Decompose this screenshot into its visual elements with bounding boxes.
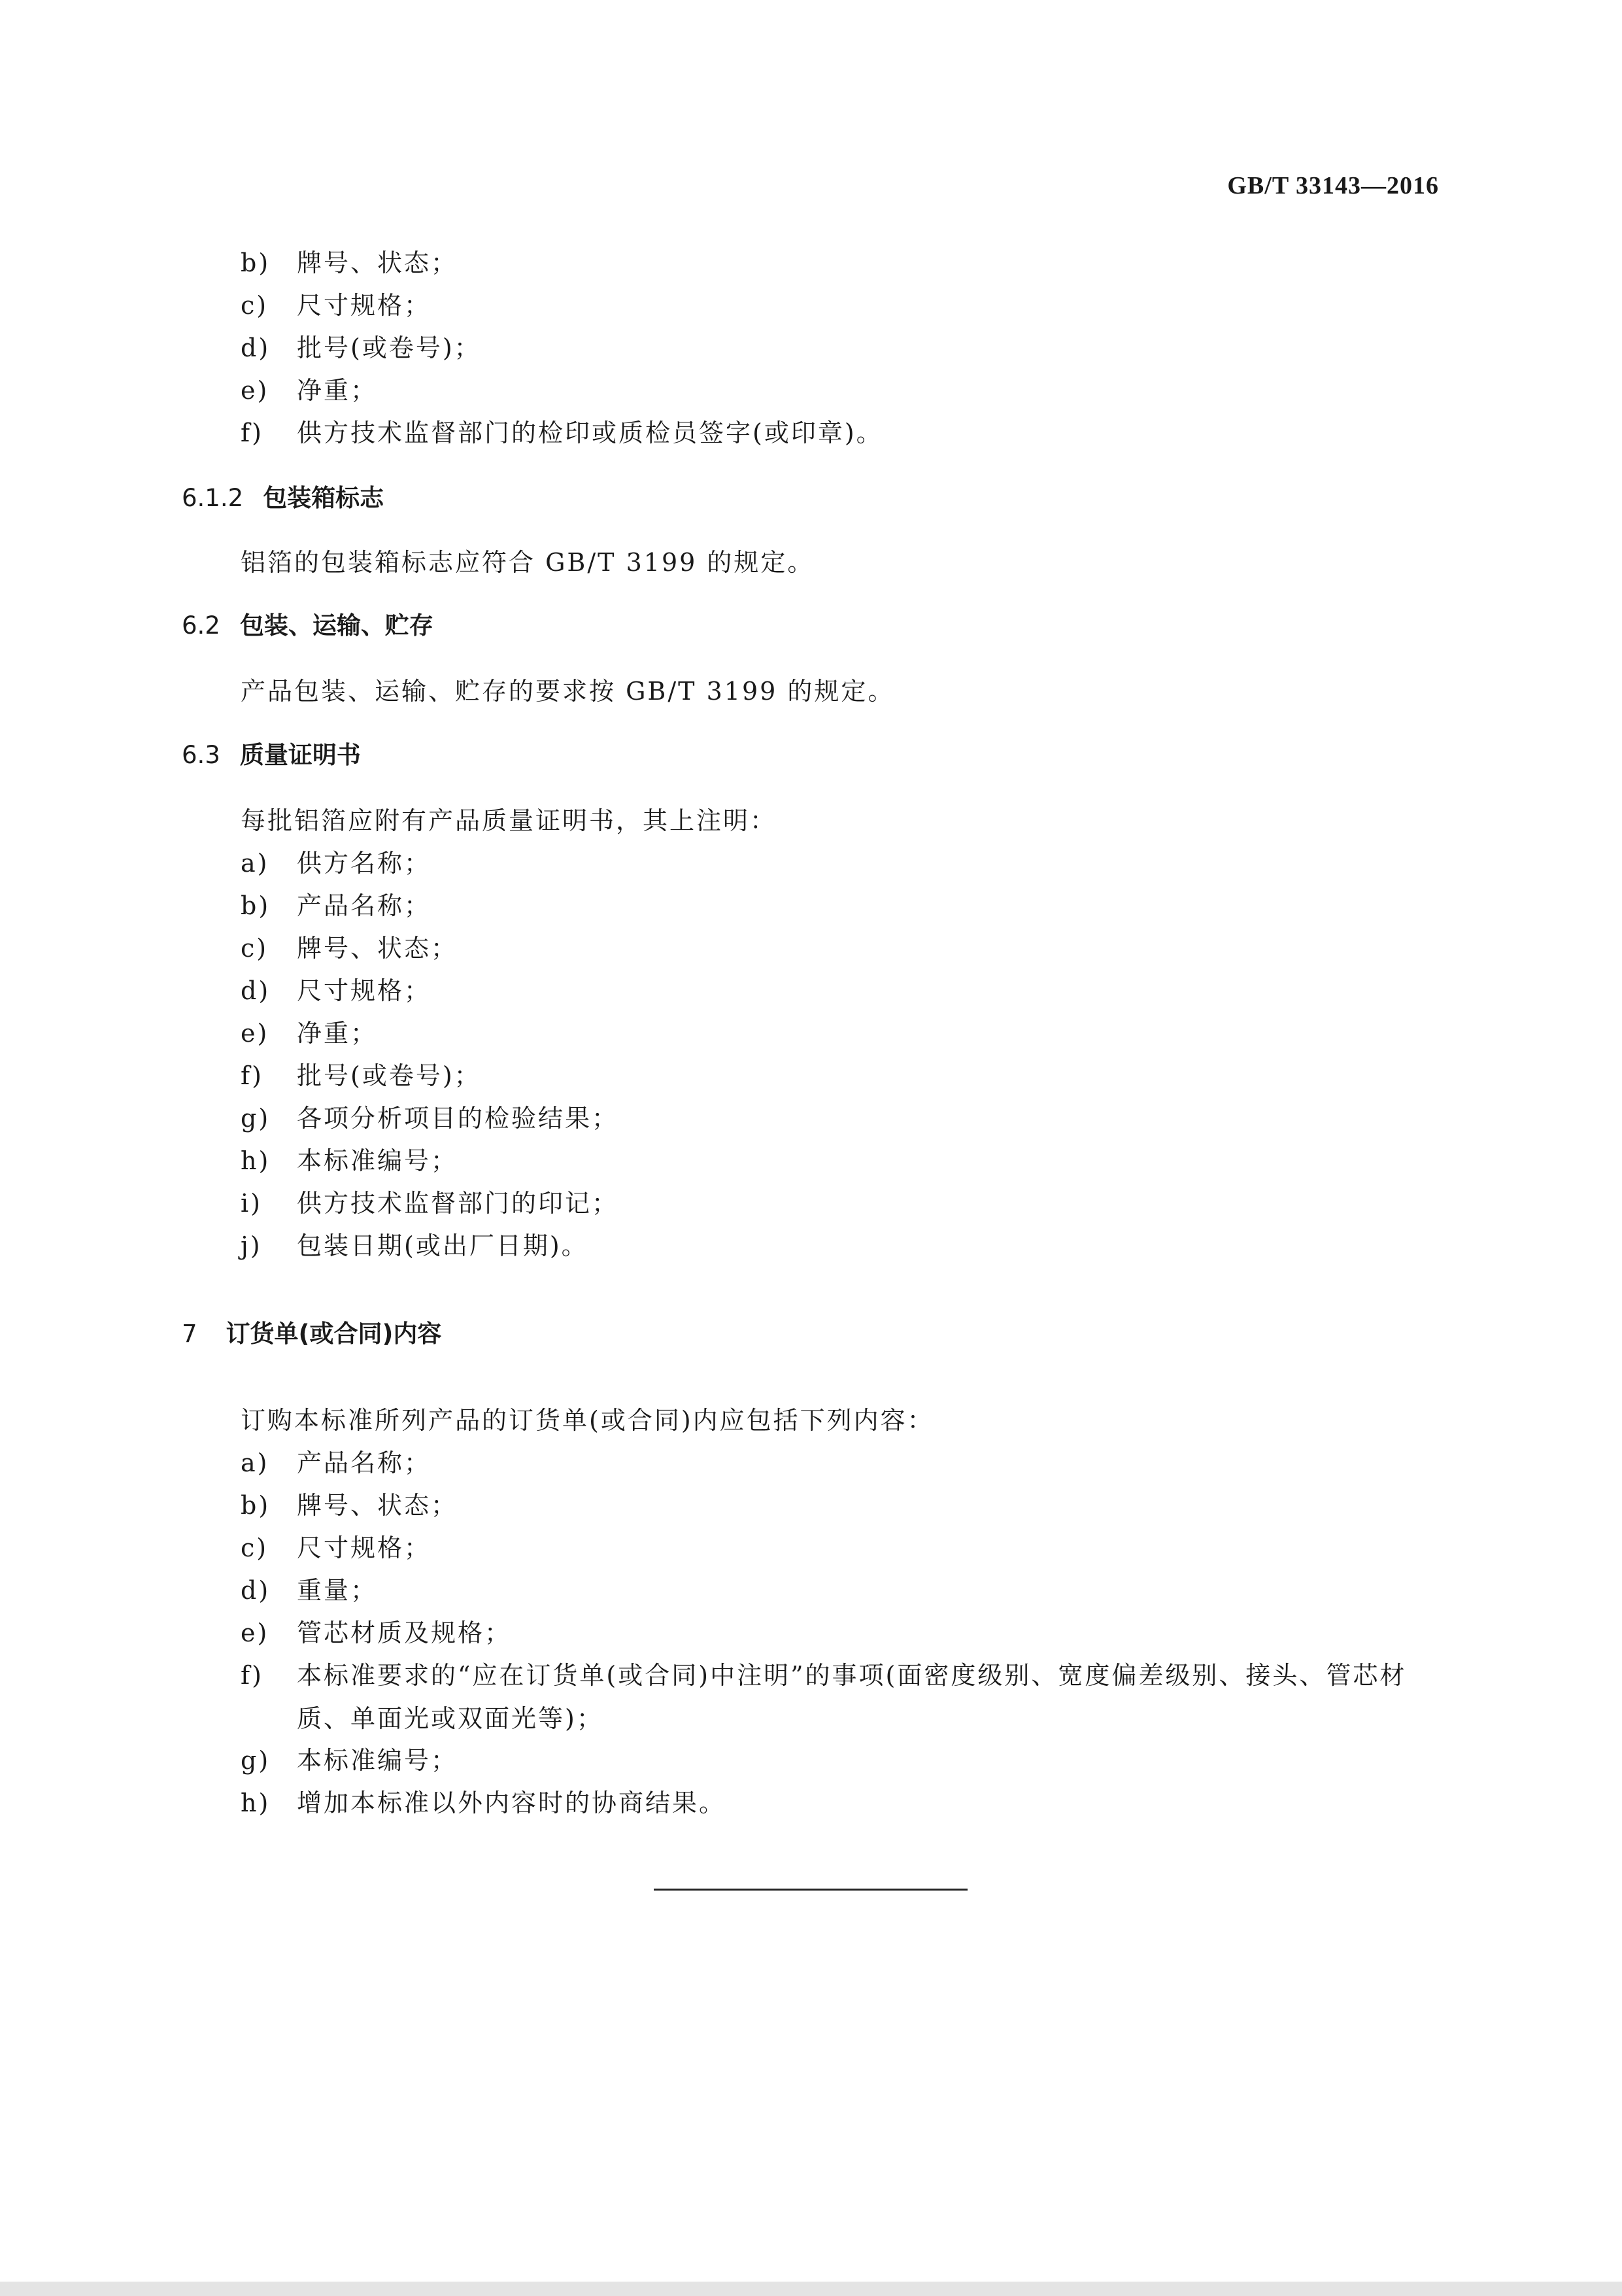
list-item xyxy=(241,419,883,447)
list-text: 供方名称； xyxy=(297,849,431,878)
list-text: 各项分析项目的检验结果； xyxy=(297,1104,619,1133)
list-text: 牌号、状态； xyxy=(297,934,458,963)
list-text: 批号(或卷号)； xyxy=(297,334,481,362)
section-number: 7 xyxy=(182,1320,197,1348)
page-bottom-strip xyxy=(0,2282,1622,2296)
list-label: f) xyxy=(241,419,263,447)
section-title: 质量证明书 xyxy=(239,741,361,769)
list-label: g) xyxy=(241,1746,271,1775)
list-text: 供方技术监督部门的印记； xyxy=(297,1189,619,1218)
section-title: 包装箱标志 xyxy=(263,484,384,512)
list-text: 尺寸规格； xyxy=(297,291,431,320)
list-text: 增加本标准以外内容时的协商结果。 xyxy=(297,1789,726,1817)
list-text: 本标准要求的“应在订货单(或合同)中注明”的事项(面密度级别、宽度偏差级别、接头、管芯材质、单面光或双面光等)； xyxy=(297,1661,1407,1733)
list-text: 产品名称； xyxy=(297,1448,431,1477)
list-item xyxy=(241,376,377,405)
section-heading-6-3 xyxy=(182,741,361,770)
list-label: i) xyxy=(241,1189,262,1218)
list-label: c) xyxy=(241,934,269,963)
list-label: e) xyxy=(241,376,269,405)
section-number: 6.3 xyxy=(182,741,220,769)
list-item xyxy=(241,1146,458,1175)
list-label: d) xyxy=(241,334,271,362)
list-label: d) xyxy=(241,1576,271,1605)
list-item xyxy=(241,248,458,277)
list-label: f) xyxy=(241,1661,263,1690)
list-text: 批号(或卷号)； xyxy=(297,1061,481,1090)
list-item xyxy=(241,891,431,920)
list-item xyxy=(241,1491,458,1520)
list-text: 重量； xyxy=(297,1576,378,1605)
section-paragraph: 产品包装、运输、贮存的要求按 GB/T 3199 的规定。 xyxy=(241,677,895,706)
list-label: c) xyxy=(241,1534,269,1562)
section-intro: 每批铝箔应附有产品质量证明书，其上注明： xyxy=(241,806,777,835)
list-text: 牌号、状态； xyxy=(297,248,458,277)
list-item xyxy=(241,1104,618,1133)
section-heading-7 xyxy=(182,1320,441,1348)
section-number: 6.1.2 xyxy=(182,484,244,512)
list-item xyxy=(241,934,458,963)
list-item xyxy=(241,976,431,1005)
section-number: 6.2 xyxy=(182,611,220,640)
list-item xyxy=(241,1789,726,1817)
list-item xyxy=(241,291,431,320)
list-item xyxy=(241,1746,458,1775)
list-label: g) xyxy=(241,1104,271,1133)
list-label: e) xyxy=(241,1619,269,1647)
section-heading-6-2 xyxy=(182,611,433,640)
list-text: 管芯材质及规格； xyxy=(297,1619,512,1647)
list-text: 本标准编号； xyxy=(297,1746,458,1775)
list-text: 本标准编号； xyxy=(297,1146,458,1175)
standard-number: GB/T 33143—2016 xyxy=(1227,172,1439,199)
list-item xyxy=(241,1661,1437,1740)
list-item xyxy=(241,1189,618,1218)
list-label: a) xyxy=(241,1448,269,1477)
list-label: h) xyxy=(241,1789,271,1817)
list-item xyxy=(241,1576,377,1605)
list-label: b) xyxy=(241,1491,271,1520)
section-title: 订货单(或合同)内容 xyxy=(226,1320,442,1348)
list-text: 包装日期(或出厂日期)。 xyxy=(297,1231,588,1260)
list-text: 净重； xyxy=(297,1019,378,1048)
list-item xyxy=(241,1534,431,1562)
list-text: 尺寸规格； xyxy=(297,976,431,1005)
section-title: 包装、运输、贮存 xyxy=(239,611,433,640)
list-label: e) xyxy=(241,1019,269,1048)
list-text: 尺寸规格； xyxy=(297,1534,431,1562)
section-intro: 订购本标准所列产品的订货单(或合同)内应包括下列内容： xyxy=(241,1406,934,1435)
list-item xyxy=(241,1448,431,1477)
list-label: d) xyxy=(241,976,271,1005)
list-text: 牌号、状态； xyxy=(297,1491,458,1520)
end-rule xyxy=(654,1889,968,1891)
section-heading-6-1-2 xyxy=(182,484,384,513)
list-label: b) xyxy=(241,248,271,277)
list-label: b) xyxy=(241,891,271,920)
list-text: 供方技术监督部门的检印或质检员签字(或印章)。 xyxy=(297,419,883,447)
list-label: a) xyxy=(241,849,269,878)
list-label: f) xyxy=(241,1061,263,1090)
list-text: 净重； xyxy=(297,376,378,405)
list-text: 产品名称； xyxy=(297,891,431,920)
list-item xyxy=(241,849,431,878)
section-paragraph: 铝箔的包装箱标志应符合 GB/T 3199 的规定。 xyxy=(241,548,815,577)
list-item xyxy=(241,1231,588,1260)
list-label: c) xyxy=(241,291,269,320)
list-label: h) xyxy=(241,1146,271,1175)
list-item xyxy=(241,1061,481,1090)
list-item xyxy=(241,1019,377,1048)
list-item xyxy=(241,334,481,362)
list-label: j) xyxy=(241,1231,262,1260)
list-item xyxy=(241,1619,511,1647)
